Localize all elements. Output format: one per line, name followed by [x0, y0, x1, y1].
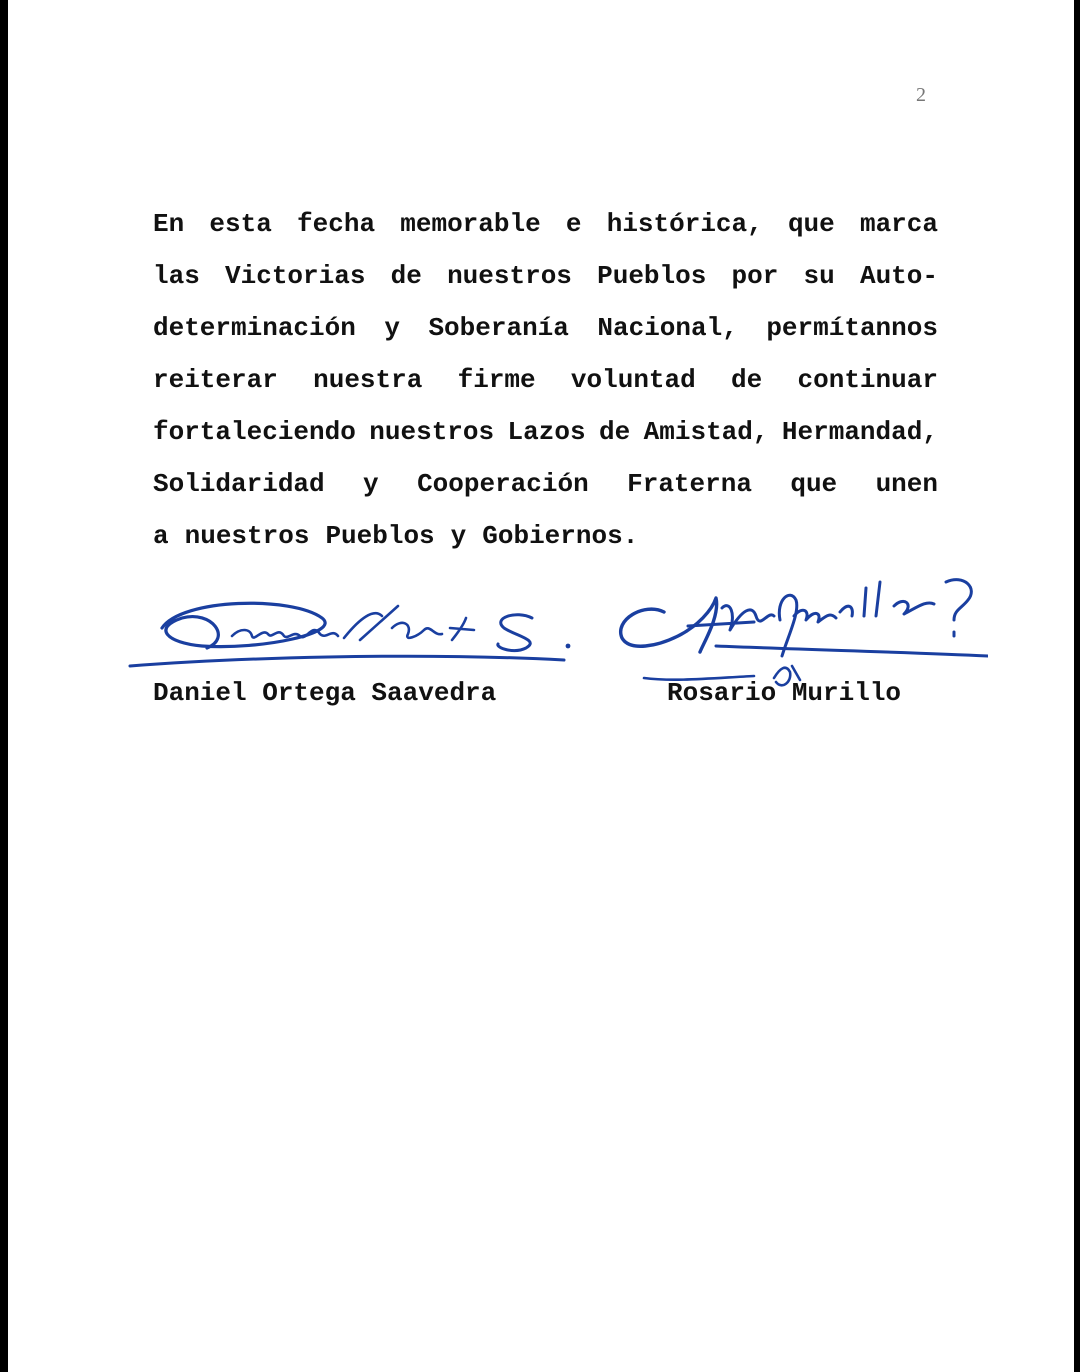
- word: de: [731, 365, 763, 395]
- signature-stroke: [946, 580, 971, 636]
- word: memorable: [400, 209, 541, 239]
- word: Cooperación: [417, 469, 589, 499]
- word: Lazos: [507, 417, 586, 447]
- word: nuestros: [447, 261, 572, 291]
- signer-name-rosario-murillo: Rosario Murillo: [667, 678, 902, 708]
- word: Amistad,: [643, 417, 769, 447]
- signature-stroke: [130, 656, 564, 666]
- signature-stroke: [498, 615, 532, 651]
- paragraph-line: [153, 354, 938, 406]
- paragraph-line: [153, 406, 938, 458]
- word: Nacional,: [597, 313, 738, 343]
- signature-stroke: [840, 582, 934, 616]
- signature-stroke: [344, 606, 442, 640]
- document-page: [8, 0, 1074, 1372]
- word: de: [599, 417, 631, 447]
- paragraph-line: [153, 198, 938, 250]
- word: fortaleciendo: [153, 417, 356, 447]
- word: En: [153, 209, 185, 239]
- word: firme: [457, 365, 536, 395]
- word: e: [565, 209, 582, 239]
- word: y: [363, 469, 379, 499]
- letter-paragraph: [153, 198, 938, 562]
- signature-stroke: [779, 595, 836, 656]
- page-number: 2: [916, 84, 926, 106]
- word: unen: [875, 469, 938, 499]
- word: las: [153, 261, 200, 291]
- paragraph-line: [153, 250, 938, 302]
- word: nuestra: [313, 365, 423, 395]
- word: Fraterna: [627, 469, 752, 499]
- word: Hermandad,: [781, 417, 938, 447]
- word: marca: [859, 209, 938, 239]
- signature-stroke: [716, 646, 988, 656]
- signer-name-daniel-ortega: Daniel Ortega Saavedra: [153, 678, 497, 708]
- word: reiterar: [153, 365, 278, 395]
- word: y: [450, 521, 467, 551]
- signature-stroke: [232, 630, 338, 638]
- word: continuar: [797, 365, 938, 395]
- word: por: [731, 261, 779, 291]
- word: Victorias: [225, 261, 366, 291]
- word: fecha: [297, 209, 376, 239]
- paragraph-line: [153, 510, 938, 562]
- word: que: [790, 469, 838, 499]
- word: a: [153, 521, 169, 551]
- signature-dot: [566, 644, 571, 649]
- word: determinación: [153, 313, 356, 343]
- word: y: [384, 313, 400, 343]
- handwritten-signature-icon: [604, 560, 988, 690]
- word: que: [787, 209, 835, 239]
- word: permítannos: [766, 313, 938, 343]
- word: Soberanía: [428, 313, 569, 343]
- handwritten-signature-icon: [112, 588, 582, 680]
- word: histórica,: [606, 209, 763, 239]
- word: Solidaridad: [153, 469, 325, 499]
- word: nuestros: [369, 417, 495, 447]
- signature-stroke: [162, 603, 325, 648]
- word: su: [803, 261, 835, 291]
- word: esta: [209, 209, 272, 239]
- signature-stroke: [450, 618, 474, 640]
- word: Auto-: [859, 261, 938, 291]
- word: Pueblos: [325, 521, 435, 551]
- word: de: [390, 261, 422, 291]
- paragraph-line: [153, 302, 938, 354]
- word: Pueblos: [597, 261, 707, 291]
- word: Gobiernos.: [482, 521, 639, 551]
- word: voluntad: [570, 365, 696, 395]
- word: nuestros: [184, 521, 310, 551]
- paragraph-line: [153, 458, 938, 510]
